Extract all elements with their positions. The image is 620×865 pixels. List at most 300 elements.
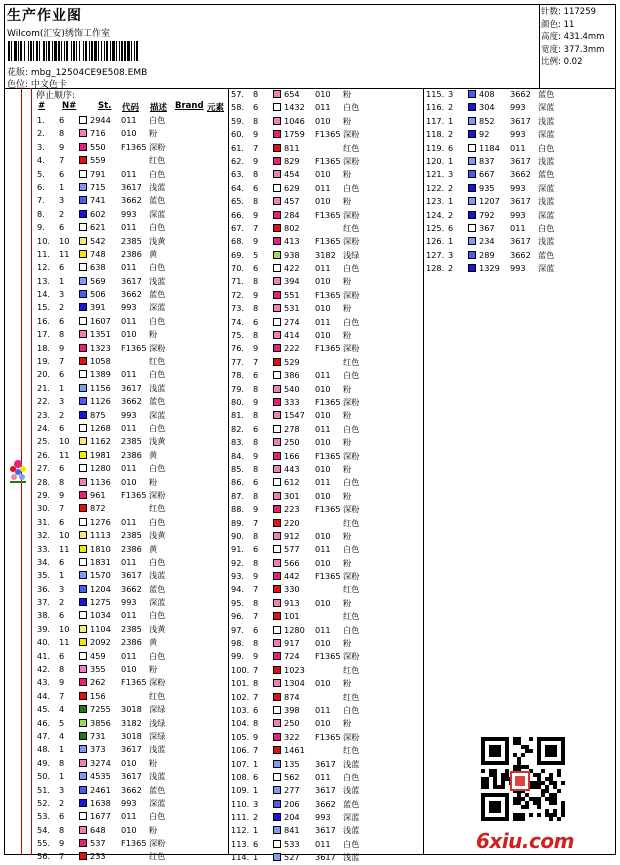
qr-module — [529, 813, 533, 817]
row-desc: 白色 — [149, 422, 166, 433]
row-seq: 23. — [37, 409, 51, 420]
row-code: 3617 — [121, 771, 142, 782]
row-code: 011 — [121, 516, 137, 527]
row-needle: 6 — [253, 477, 259, 488]
qr-module — [481, 777, 485, 781]
row-desc: 浅蓝 — [538, 196, 555, 207]
row-stitches: 459 — [90, 650, 106, 661]
qr-module — [561, 741, 565, 745]
row-seq: 44. — [37, 690, 51, 701]
row-stitches: 531 — [284, 303, 300, 314]
design-thumbnail-icon — [7, 457, 29, 485]
row-needle: 6 — [253, 838, 259, 849]
color-swatch — [273, 344, 281, 352]
qr-module — [529, 737, 533, 741]
row-needle: 2 — [59, 409, 65, 420]
qr-module — [481, 769, 485, 773]
qr-module — [549, 773, 553, 777]
qr-module — [537, 813, 541, 817]
qr-module — [557, 789, 561, 793]
qr-module — [549, 813, 553, 817]
color-swatch — [273, 331, 281, 339]
row-stitches: 250 — [284, 437, 300, 448]
color-swatch — [273, 826, 281, 834]
row-needle: 9 — [59, 141, 65, 152]
row-stitches: 1831 — [90, 556, 111, 567]
row-desc: 浅黄 — [149, 530, 166, 541]
color-swatch — [79, 370, 87, 378]
row-needle: 1 — [59, 382, 65, 393]
row-stitches: 3274 — [90, 757, 111, 768]
color-swatch — [79, 531, 87, 539]
color-swatch — [79, 156, 87, 164]
row-stitches: 792 — [479, 209, 495, 220]
qr-module — [505, 761, 509, 765]
row-needle: 11 — [59, 543, 70, 554]
color-swatch — [79, 812, 87, 820]
qr-module — [497, 801, 501, 805]
qr-module — [525, 765, 529, 769]
qr-module — [537, 785, 541, 789]
qr-module — [481, 753, 485, 757]
qr-module — [545, 777, 549, 781]
row-needle: 6 — [253, 704, 259, 715]
row-needle: 9 — [253, 731, 259, 742]
row-stitches: 1432 — [284, 102, 305, 113]
row-seq: 51. — [37, 784, 51, 795]
row-stitches: 569 — [90, 275, 106, 286]
row-seq: 124. — [426, 209, 445, 220]
row-code: 011 — [510, 222, 526, 233]
row-desc: 白色 — [343, 544, 360, 555]
row-code: 011 — [315, 477, 331, 488]
row-code: 010 — [315, 115, 331, 126]
row-seq: 36. — [37, 583, 51, 594]
qr-module — [481, 817, 485, 821]
color-swatch — [79, 665, 87, 673]
row-seq: 47. — [37, 730, 51, 741]
qr-module — [545, 813, 549, 817]
row-needle: 11 — [59, 449, 70, 460]
row-desc: 红色 — [343, 222, 360, 233]
qr-module — [553, 785, 557, 789]
row-code: 011 — [315, 838, 331, 849]
row-desc: 白色 — [343, 838, 360, 849]
row-desc: 白色 — [343, 423, 360, 434]
qr-module — [493, 737, 497, 741]
row-desc: 深粉 — [149, 141, 166, 152]
color-swatch — [273, 385, 281, 393]
row-stitches: 284 — [284, 209, 300, 220]
qr-module — [517, 797, 521, 801]
qr-module — [521, 797, 525, 801]
qr-module — [553, 745, 557, 749]
row-stitches: 612 — [284, 477, 300, 488]
qr-module — [513, 737, 517, 741]
row-code: 011 — [121, 422, 137, 433]
qr-module — [501, 793, 505, 797]
qr-module — [489, 801, 493, 805]
row-seq: 101. — [231, 678, 250, 689]
row-stitches: 1276 — [90, 516, 111, 527]
row-desc: 深粉 — [343, 450, 360, 461]
color-swatch — [79, 611, 87, 619]
color-swatch — [273, 103, 281, 111]
color-swatch — [273, 264, 281, 272]
color-swatch — [273, 492, 281, 500]
qr-module — [489, 745, 493, 749]
qr-module — [505, 813, 509, 817]
row-stitches: 223 — [284, 504, 300, 515]
row-stitches: 1280 — [284, 624, 305, 635]
row-code: 3617 — [121, 181, 142, 192]
row-seq: 49. — [37, 757, 51, 768]
qr-module — [493, 801, 497, 805]
row-seq: 33. — [37, 543, 51, 554]
color-swatch — [79, 344, 87, 352]
row-needle: 8 — [253, 89, 259, 99]
qr-module — [533, 797, 537, 801]
qr-module — [493, 761, 497, 765]
header — [4, 4, 616, 89]
row-desc: 深蓝 — [149, 597, 166, 608]
qr-module — [497, 737, 501, 741]
row-needle: 6 — [59, 115, 65, 125]
row-seq: 48. — [37, 744, 51, 755]
qr-module — [517, 813, 521, 817]
qr-module — [493, 777, 497, 781]
row-seq: 20. — [37, 369, 51, 380]
row-stitches: 414 — [284, 330, 300, 341]
row-desc: 白色 — [149, 369, 166, 380]
color-swatch — [273, 800, 281, 808]
row-seq: 29. — [37, 489, 51, 500]
row-desc: 深粉 — [343, 504, 360, 515]
color-swatch — [79, 170, 87, 178]
row-code: F1365 — [121, 342, 147, 353]
header-stitches: St. — [98, 101, 112, 111]
row-desc: 白色 — [149, 262, 166, 273]
color-swatch — [79, 183, 87, 191]
row-stitches: 667 — [479, 169, 495, 180]
row-needle: 6 — [59, 650, 65, 661]
row-stitches: 204 — [284, 812, 300, 823]
row-desc: 浅蓝 — [149, 275, 166, 286]
row-stitches: 577 — [284, 544, 300, 555]
row-needle: 8 — [59, 757, 65, 768]
row-code: 011 — [315, 771, 331, 782]
row-needle: 6 — [253, 771, 259, 782]
row-seq: 127. — [426, 249, 445, 260]
color-swatch — [273, 572, 281, 580]
row-needle: 6 — [59, 516, 65, 527]
qr-module — [517, 741, 521, 745]
row-seq: 85. — [231, 463, 245, 474]
color-swatch — [79, 692, 87, 700]
qr-module — [505, 801, 509, 805]
row-desc: 深蓝 — [149, 409, 166, 420]
row-stitches: 222 — [284, 343, 300, 354]
qr-module — [493, 753, 497, 757]
row-needle: 8 — [253, 115, 259, 126]
row-code: 011 — [510, 142, 526, 153]
row-needle: 11 — [59, 248, 70, 259]
qr-module — [481, 797, 485, 801]
row-desc: 白色 — [149, 463, 166, 474]
row-needle: 7 — [253, 222, 259, 233]
row-needle: 7 — [59, 155, 65, 166]
color-swatch — [273, 90, 281, 98]
row-stitches: 1104 — [90, 623, 111, 634]
row-stitches: 156 — [90, 690, 106, 701]
row-stitches: 333 — [284, 396, 300, 407]
row-desc: 深粉 — [149, 838, 166, 849]
row-stitches: 917 — [284, 638, 300, 649]
color-swatch — [79, 558, 87, 566]
color-swatch — [273, 545, 281, 553]
color-swatch — [273, 318, 281, 326]
row-desc: 深粉 — [343, 129, 360, 140]
row-seq: 69. — [231, 249, 245, 260]
row-needle: 8 — [253, 330, 259, 341]
row-needle: 8 — [59, 476, 65, 487]
row-code: 010 — [315, 410, 331, 421]
row-code: 011 — [121, 650, 137, 661]
row-stitches: 413 — [284, 236, 300, 247]
row-seq: 6. — [37, 181, 45, 192]
qr-module — [541, 781, 545, 785]
row-desc: 白色 — [149, 556, 166, 567]
row-code: 3018 — [121, 730, 142, 741]
row-desc: 深粉 — [343, 651, 360, 662]
row-seq: 123. — [426, 196, 445, 207]
row-stitches: 1058 — [90, 356, 111, 367]
row-stitches: 443 — [284, 463, 300, 474]
row-needle: 9 — [253, 236, 259, 247]
row-desc: 浅蓝 — [149, 181, 166, 192]
row-seq: 77. — [231, 356, 245, 367]
header-seq: # — [38, 101, 46, 111]
qr-module — [553, 753, 557, 757]
row-stitches: 2461 — [90, 784, 111, 795]
row-stitches: 724 — [284, 651, 300, 662]
qr-module — [481, 813, 485, 817]
qr-module — [497, 749, 501, 753]
color-swatch — [79, 638, 87, 646]
row-code: 010 — [315, 490, 331, 501]
color-swatch — [79, 839, 87, 847]
qr-module — [513, 797, 517, 801]
color-swatch — [273, 211, 281, 219]
qr-module — [553, 797, 557, 801]
row-stitches: 731 — [90, 730, 106, 741]
row-needle: 1 — [59, 181, 65, 192]
qr-module — [485, 761, 489, 765]
qr-module — [521, 753, 525, 757]
color-swatch — [273, 184, 281, 192]
row-stitches: 92 — [479, 129, 490, 140]
row-stitches: 1323 — [90, 342, 111, 353]
row-seq: 87. — [231, 490, 245, 501]
row-needle: 8 — [253, 530, 259, 541]
row-code: F1365 — [315, 209, 341, 220]
row-stitches: 274 — [284, 316, 300, 327]
row-desc: 深蓝 — [149, 797, 166, 808]
row-needle: 6 — [253, 624, 259, 635]
row-desc: 粉 — [343, 89, 352, 99]
row-needle: 7 — [59, 356, 65, 367]
row-desc: 深蓝 — [538, 209, 555, 220]
row-needle: 9 — [253, 396, 259, 407]
color-swatch — [273, 465, 281, 473]
row-desc: 红色 — [343, 356, 360, 367]
row-stitches: 322 — [284, 731, 300, 742]
row-code: F1365 — [315, 571, 341, 582]
row-needle: 6 — [59, 811, 65, 822]
color-swatch — [79, 210, 87, 218]
row-seq: 24. — [37, 422, 51, 433]
column-divider — [423, 88, 424, 855]
row-stitches: 1759 — [284, 129, 305, 140]
row-stitches: 1136 — [90, 476, 111, 487]
row-code: 011 — [121, 369, 137, 380]
row-seq: 82. — [231, 423, 245, 434]
qr-module — [545, 789, 549, 793]
row-code: 010 — [315, 678, 331, 689]
qr-module — [537, 773, 541, 777]
row-stitches: 1162 — [90, 436, 111, 447]
row-needle: 7 — [253, 584, 259, 595]
qr-module — [485, 781, 489, 785]
row-needle: 10 — [59, 623, 70, 634]
row-needle: 7 — [253, 611, 259, 622]
row-code: F1365 — [315, 289, 341, 300]
row-seq: 16. — [37, 315, 51, 326]
qr-module — [537, 741, 541, 745]
qr-module — [525, 793, 529, 797]
row-seq: 25. — [37, 436, 51, 447]
row-stitches: 367 — [479, 222, 495, 233]
row-desc: 粉 — [343, 530, 352, 541]
color-swatch — [273, 358, 281, 366]
qr-module — [481, 793, 485, 797]
row-needle: 8 — [253, 597, 259, 608]
qr-module — [505, 757, 509, 761]
qr-module — [537, 737, 541, 741]
row-seq: 17. — [37, 329, 51, 340]
row-desc: 浅黄 — [149, 436, 166, 447]
row-desc: 蓝色 — [343, 798, 360, 809]
row-code: 010 — [315, 196, 331, 207]
stop-order-label: 停止顺序: — [36, 91, 76, 101]
row-seq: 93. — [231, 571, 245, 582]
row-seq: 114. — [231, 852, 250, 863]
row-desc: 浅蓝 — [149, 382, 166, 393]
color-swatch — [273, 813, 281, 821]
row-seq: 75. — [231, 330, 245, 341]
row-desc: 粉 — [343, 597, 352, 608]
row-code: 010 — [315, 169, 331, 180]
color-swatch — [273, 411, 281, 419]
row-needle: 8 — [253, 490, 259, 501]
qr-module — [525, 749, 529, 753]
row-code: 993 — [510, 209, 526, 220]
row-desc: 浅蓝 — [343, 825, 360, 836]
qr-module — [561, 801, 565, 805]
row-stitches: 220 — [284, 517, 300, 528]
row-desc: 红色 — [343, 745, 360, 756]
qr-module — [493, 773, 497, 777]
color-swatch — [79, 451, 87, 459]
table-header — [36, 101, 231, 113]
row-stitches: 301 — [284, 490, 300, 501]
row-desc: 深粉 — [343, 731, 360, 742]
row-needle: 6 — [59, 369, 65, 380]
row-desc: 红色 — [149, 356, 166, 367]
design-height: 高度: 431.4mm — [541, 32, 605, 43]
color-swatch — [79, 317, 87, 325]
row-code: 011 — [315, 370, 331, 381]
row-needle: 10 — [59, 436, 70, 447]
color-swatch — [79, 437, 87, 445]
row-stitches: 1113 — [90, 530, 111, 541]
row-code: 3662 — [121, 289, 142, 300]
row-code: F1365 — [315, 155, 341, 166]
row-code: 011 — [121, 610, 137, 621]
row-code: 3662 — [510, 89, 531, 99]
qr-module — [493, 769, 497, 773]
row-needle: 7 — [253, 691, 259, 702]
row-desc: 深蓝 — [538, 102, 555, 113]
qr-module — [501, 817, 505, 821]
qr-module — [549, 801, 553, 805]
row-desc: 白色 — [343, 182, 360, 193]
row-seq: 109. — [231, 785, 250, 796]
row-needle: 8 — [253, 557, 259, 568]
row-seq: 96. — [231, 611, 245, 622]
row-needle: 3 — [59, 396, 65, 407]
row-needle: 1 — [448, 115, 454, 126]
row-desc: 白色 — [343, 370, 360, 381]
qr-module — [561, 737, 565, 741]
row-stitches: 527 — [284, 852, 300, 863]
row-needle: 3 — [59, 784, 65, 795]
row-desc: 粉 — [149, 824, 158, 835]
row-stitches: 373 — [90, 744, 106, 755]
row-needle: 2 — [253, 812, 259, 823]
qr-module — [497, 753, 501, 757]
row-seq: 81. — [231, 410, 245, 421]
row-stitches: 166 — [284, 450, 300, 461]
row-code: F1365 — [315, 651, 341, 662]
row-desc: 浅蓝 — [343, 852, 360, 863]
color-swatch — [79, 277, 87, 285]
row-desc: 蓝色 — [149, 195, 166, 206]
qr-module — [481, 761, 485, 765]
color-swatch — [273, 144, 281, 152]
row-stitches: 408 — [479, 89, 495, 99]
row-code: 010 — [121, 128, 137, 139]
color-swatch — [79, 116, 87, 124]
row-desc: 深绿 — [149, 730, 166, 741]
color-swatch — [273, 746, 281, 754]
color-swatch — [79, 397, 87, 405]
row-stitches: 101 — [284, 611, 300, 622]
left-margin-line — [31, 88, 32, 855]
row-needle: 1 — [448, 155, 454, 166]
qr-module — [505, 773, 509, 777]
row-desc: 浅黄 — [149, 235, 166, 246]
